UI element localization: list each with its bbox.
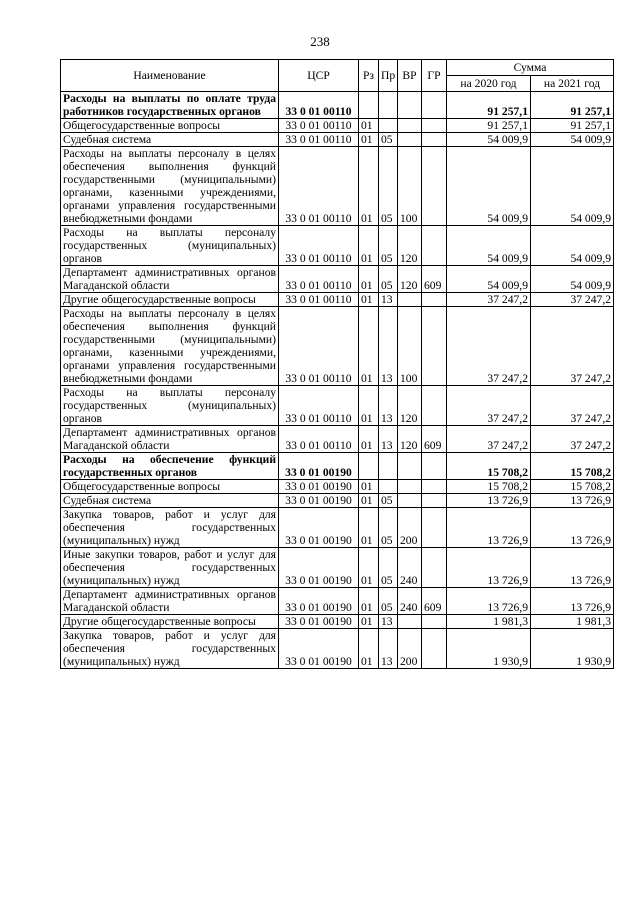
header-gr: ГР	[422, 60, 447, 92]
row-rz: 01	[359, 629, 379, 669]
row-sum-2020: 37 247,2	[447, 293, 531, 307]
row-csr: 33 0 01 00110	[279, 92, 359, 119]
table-row	[61, 548, 614, 588]
row-pr: 13	[379, 615, 398, 629]
row-gr: 609	[422, 266, 447, 293]
row-pr: 05	[379, 133, 398, 147]
row-csr: 33 0 01 00190	[279, 629, 359, 669]
row-pr: 13	[379, 629, 398, 669]
row-vr: 240	[398, 588, 422, 615]
row-pr: 05	[379, 588, 398, 615]
table-row	[61, 453, 614, 480]
row-sum-2020: 13 726,9	[447, 494, 531, 508]
row-pr: 05	[379, 226, 398, 266]
row-vr: 100	[398, 147, 422, 226]
row-name: Департамент административных органов Магаданской области	[61, 266, 279, 293]
row-sum-2021: 37 247,2	[531, 426, 614, 453]
row-name: Закупка товаров, работ и услуг для обеспечения государственных (муниципальных) нужд	[61, 508, 279, 548]
row-vr: 120	[398, 266, 422, 293]
row-name: Расходы на обеспечение функций государственных органов	[61, 453, 279, 480]
row-csr: 33 0 01 00110	[279, 307, 359, 386]
row-sum-2020: 13 726,9	[447, 508, 531, 548]
row-csr: 33 0 01 00190	[279, 588, 359, 615]
row-gr	[422, 119, 447, 133]
header-name: Наименование	[61, 60, 279, 92]
row-rz: 01	[359, 480, 379, 494]
row-pr: 13	[379, 426, 398, 453]
row-rz: 01	[359, 266, 379, 293]
row-csr: 33 0 01 00110	[279, 226, 359, 266]
row-rz: 01	[359, 615, 379, 629]
row-sum-2021: 13 726,9	[531, 508, 614, 548]
row-sum-2020: 1 981,3	[447, 615, 531, 629]
row-rz: 01	[359, 386, 379, 426]
row-rz: 01	[359, 147, 379, 226]
row-sum-2020: 37 247,2	[447, 386, 531, 426]
row-rz: 01	[359, 119, 379, 133]
row-pr: 05	[379, 494, 398, 508]
row-name: Иные закупки товаров, работ и услуг для обеспечения государственных (муниципальных) нужд	[61, 548, 279, 588]
table-row	[61, 426, 614, 453]
row-sum-2020: 13 726,9	[447, 588, 531, 615]
row-vr: 200	[398, 629, 422, 669]
row-gr	[422, 629, 447, 669]
row-sum-2020: 1 930,9	[447, 629, 531, 669]
row-gr	[422, 508, 447, 548]
row-sum-2020: 91 257,1	[447, 119, 531, 133]
row-csr: 33 0 01 00110	[279, 147, 359, 226]
row-rz: 01	[359, 293, 379, 307]
row-name: Департамент административных органов Магаданской области	[61, 426, 279, 453]
table-row	[61, 293, 614, 307]
row-rz	[359, 92, 379, 119]
row-pr: 05	[379, 548, 398, 588]
row-sum-2020: 37 247,2	[447, 426, 531, 453]
row-sum-2020: 15 708,2	[447, 480, 531, 494]
row-name: Закупка товаров, работ и услуг для обеспечения государственных (муниципальных) нужд	[61, 629, 279, 669]
row-gr	[422, 548, 447, 588]
row-pr: 05	[379, 147, 398, 226]
row-name: Расходы на выплаты персоналу государственных (муниципальных) органов	[61, 226, 279, 266]
table-row	[61, 133, 614, 147]
row-sum-2021: 37 247,2	[531, 386, 614, 426]
budget-table	[60, 59, 614, 669]
row-sum-2021: 54 009,9	[531, 133, 614, 147]
row-pr: 13	[379, 307, 398, 386]
row-sum-2021: 54 009,9	[531, 266, 614, 293]
row-gr: 609	[422, 426, 447, 453]
row-sum-2020: 15 708,2	[447, 453, 531, 480]
table-row	[61, 588, 614, 615]
row-pr	[379, 92, 398, 119]
row-vr	[398, 133, 422, 147]
row-vr	[398, 453, 422, 480]
row-csr: 33 0 01 00190	[279, 615, 359, 629]
table-header	[61, 60, 614, 92]
row-sum-2021: 13 726,9	[531, 588, 614, 615]
row-gr	[422, 615, 447, 629]
row-pr	[379, 480, 398, 494]
table-row	[61, 508, 614, 548]
table-row	[61, 494, 614, 508]
row-gr: 609	[422, 588, 447, 615]
row-gr	[422, 453, 447, 480]
page-number: 238	[310, 34, 330, 49]
row-name: Другие общегосударственные вопросы	[61, 293, 279, 307]
row-pr: 05	[379, 266, 398, 293]
row-rz: 01	[359, 307, 379, 386]
row-name: Расходы на выплаты персоналу государственных (муниципальных) органов	[61, 386, 279, 426]
row-vr: 120	[398, 226, 422, 266]
table-row	[61, 386, 614, 426]
row-gr	[422, 386, 447, 426]
row-vr	[398, 119, 422, 133]
row-vr: 100	[398, 307, 422, 386]
table-body	[61, 92, 614, 669]
row-sum-2021: 1 981,3	[531, 615, 614, 629]
table-row	[61, 226, 614, 266]
row-csr: 33 0 01 00110	[279, 119, 359, 133]
table-row	[61, 119, 614, 133]
row-vr	[398, 92, 422, 119]
row-csr: 33 0 01 00110	[279, 386, 359, 426]
row-sum-2021: 37 247,2	[531, 293, 614, 307]
row-gr	[422, 293, 447, 307]
row-gr	[422, 226, 447, 266]
row-vr	[398, 494, 422, 508]
row-vr	[398, 615, 422, 629]
row-csr: 33 0 01 00190	[279, 480, 359, 494]
row-vr	[398, 293, 422, 307]
row-sum-2020: 54 009,9	[447, 226, 531, 266]
row-sum-2021: 54 009,9	[531, 226, 614, 266]
row-vr: 200	[398, 508, 422, 548]
table-row	[61, 615, 614, 629]
row-pr: 05	[379, 508, 398, 548]
row-sum-2020: 54 009,9	[447, 147, 531, 226]
row-vr: 120	[398, 386, 422, 426]
row-name: Судебная система	[61, 494, 279, 508]
row-name: Другие общегосударственные вопросы	[61, 615, 279, 629]
row-csr: 33 0 01 00190	[279, 494, 359, 508]
row-sum-2021: 91 257,1	[531, 119, 614, 133]
row-name: Расходы на выплаты персоналу в целях обеспечения выполнения функций государственными (муниципальными) органами, казенными учреждениями, органами управления государственными внебюджетными фондами	[61, 307, 279, 386]
row-csr: 33 0 01 00110	[279, 266, 359, 293]
table-row	[61, 480, 614, 494]
header-year-2021: на 2021 год	[531, 76, 614, 92]
row-sum-2021: 1 930,9	[531, 629, 614, 669]
table-row	[61, 147, 614, 226]
row-sum-2020: 54 009,9	[447, 266, 531, 293]
row-pr	[379, 453, 398, 480]
row-sum-2020: 54 009,9	[447, 133, 531, 147]
table-row	[61, 266, 614, 293]
row-csr: 33 0 01 00110	[279, 293, 359, 307]
row-name: Судебная система	[61, 133, 279, 147]
row-sum-2020: 91 257,1	[447, 92, 531, 119]
row-gr	[422, 147, 447, 226]
header-year-2020: на 2020 год	[447, 76, 531, 92]
row-rz: 01	[359, 133, 379, 147]
row-name: Расходы на выплаты по оплате труда работников государственных органов	[61, 92, 279, 119]
header-csr: ЦСР	[279, 60, 359, 92]
row-pr: 13	[379, 386, 398, 426]
header-pr: Пр	[379, 60, 398, 92]
row-name: Общегосударственные вопросы	[61, 119, 279, 133]
row-vr	[398, 480, 422, 494]
row-rz	[359, 453, 379, 480]
header-rz: Рз	[359, 60, 379, 92]
row-gr	[422, 480, 447, 494]
header-sum: Сумма	[447, 60, 614, 76]
row-rz: 01	[359, 548, 379, 588]
header-vr: ВР	[398, 60, 422, 92]
row-sum-2021: 15 708,2	[531, 453, 614, 480]
row-rz: 01	[359, 426, 379, 453]
table-row	[61, 629, 614, 669]
row-csr: 33 0 01 00190	[279, 453, 359, 480]
row-sum-2020: 37 247,2	[447, 307, 531, 386]
row-sum-2021: 91 257,1	[531, 92, 614, 119]
row-gr	[422, 307, 447, 386]
row-pr: 13	[379, 293, 398, 307]
row-name: Расходы на выплаты персоналу в целях обеспечения выполнения функций государственными (муниципальными) органами, казенными учреждениями, органами управления государственными внебюджетными фондами	[61, 147, 279, 226]
row-vr: 120	[398, 426, 422, 453]
row-rz: 01	[359, 588, 379, 615]
table-row	[61, 92, 614, 119]
row-rz: 01	[359, 494, 379, 508]
row-csr: 33 0 01 00110	[279, 426, 359, 453]
row-sum-2021: 13 726,9	[531, 548, 614, 588]
row-name: Общегосударственные вопросы	[61, 480, 279, 494]
row-csr: 33 0 01 00190	[279, 548, 359, 588]
row-csr: 33 0 01 00110	[279, 133, 359, 147]
row-rz: 01	[359, 508, 379, 548]
row-sum-2021: 13 726,9	[531, 494, 614, 508]
row-pr	[379, 119, 398, 133]
row-name: Департамент административных органов Магаданской области	[61, 588, 279, 615]
row-rz: 01	[359, 226, 379, 266]
row-gr	[422, 494, 447, 508]
row-gr	[422, 92, 447, 119]
row-vr: 240	[398, 548, 422, 588]
row-sum-2021: 54 009,9	[531, 147, 614, 226]
table-row	[61, 307, 614, 386]
row-gr	[422, 133, 447, 147]
row-sum-2021: 15 708,2	[531, 480, 614, 494]
row-sum-2020: 13 726,9	[447, 548, 531, 588]
row-sum-2021: 37 247,2	[531, 307, 614, 386]
row-csr: 33 0 01 00190	[279, 508, 359, 548]
